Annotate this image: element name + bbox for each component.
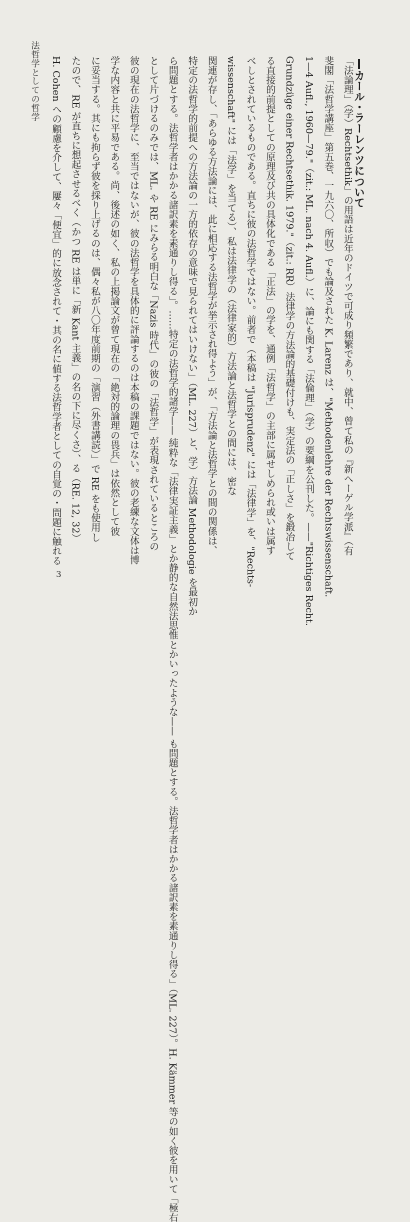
body-text xyxy=(49,56,365,1222)
chapter-heading: カール・ラーレンツについて xyxy=(353,70,365,208)
running-head: 法哲学としての哲学 xyxy=(29,41,40,122)
page-number: 3 xyxy=(56,570,62,580)
text-column: 「法論理」（学）Rechtsethik」の用語は近年のドイツで可成り頻繁であり、就中、曾て私の『新へーゲル学派』（有 xyxy=(341,56,353,556)
text-column: に妥当する。其にも拘らず彼を採り上げるのは、偶々私が八〇年度前期の「演習（外書講読）」で RE をも使用し xyxy=(88,56,100,542)
text-column: 特定の法哲学的前提への方法論の一方的依存の意味で見られてはいけない」（ML. 227）と、学）方法論 Methodologie を最初か xyxy=(186,56,198,617)
text-column: ら問題とする。法哲学者はかかる諸訳素を素通りし得る」。……特定の法哲学的諸学—— 純粋な「法律実証主義」とか静的な自然法思惟とかいったような—— も問題とする。法哲学者はかかる諸訳素を素通りし得る」（ML. 227）。H. Kämmer 等の如く彼を用いて「極右 xyxy=(166,56,178,1222)
text-column: 1—4 Aufl., 1960—79."（zit.: ML. nach 4. Aufl.）に、論にも関する「法倫理」（学）の要綱を公刊した。——"Richtiges Recht. xyxy=(302,56,314,626)
text-column: Grundzüge einer Rechtsethik. 1979."（zit.: RR）法律学の方法論的基礎付けも、実定法の「正しさ」を鍛冶して xyxy=(283,56,295,561)
text-column: wissenschaft" には「法学」を当てる）、私は法律学の（法律家的）方法論と法哲学との間には、密な xyxy=(225,56,237,496)
text-column: 斐閣「法哲学講座」第五巻、一九六〇、所収）でも論及された K. Larenz は、"Methodenlehre der Rechtswissenschaft. xyxy=(322,56,334,598)
text-column: べしとされているものである。直ちに彼の法哲学ではない。前者で（本稿は "Jurisprudenz" には「法律学」を、"Rechts- xyxy=(244,56,256,588)
text-column: 学な内容と共に平易である。尚、後述の如く、私の上掲論文が曾て現在の「絶対的論理の畏兵」は依然として彼 xyxy=(108,56,120,536)
text-column: たので、RE が直ちに想起させるべく（かつ RE は単に「新 Kant 主義」の名の下に尽くさ）、る（RE. 12, 32） xyxy=(69,56,81,544)
text-column: として片づけるのみでは、ML. や RE にみらる明白な「Nazis 時代」の彼の「法哲学」が表現されているところの xyxy=(147,56,159,552)
text-column: H. Cohen への顧慮を介して、屢々「便宜」的に放念されて・其の名に値する法哲学者としての自覚の・問題に触れる xyxy=(50,56,61,566)
text-column: 関連が存し、「あらゆる方法論には、此に相応する法哲学が挙示され得よう」が、「方法論と法哲学との間の関係は、 xyxy=(205,56,217,556)
text-column: る直接的前提としての原理及び共の具体化である「正法」の学を、通例「法哲学」の主部に属せしめられ或いは属す xyxy=(263,56,275,556)
text-column: 彼の現在の法哲学に、至当ではないが、彼の法哲学を具体的に評論するのは本稿の課題ではない。彼の老練な文体は博 xyxy=(127,56,139,565)
